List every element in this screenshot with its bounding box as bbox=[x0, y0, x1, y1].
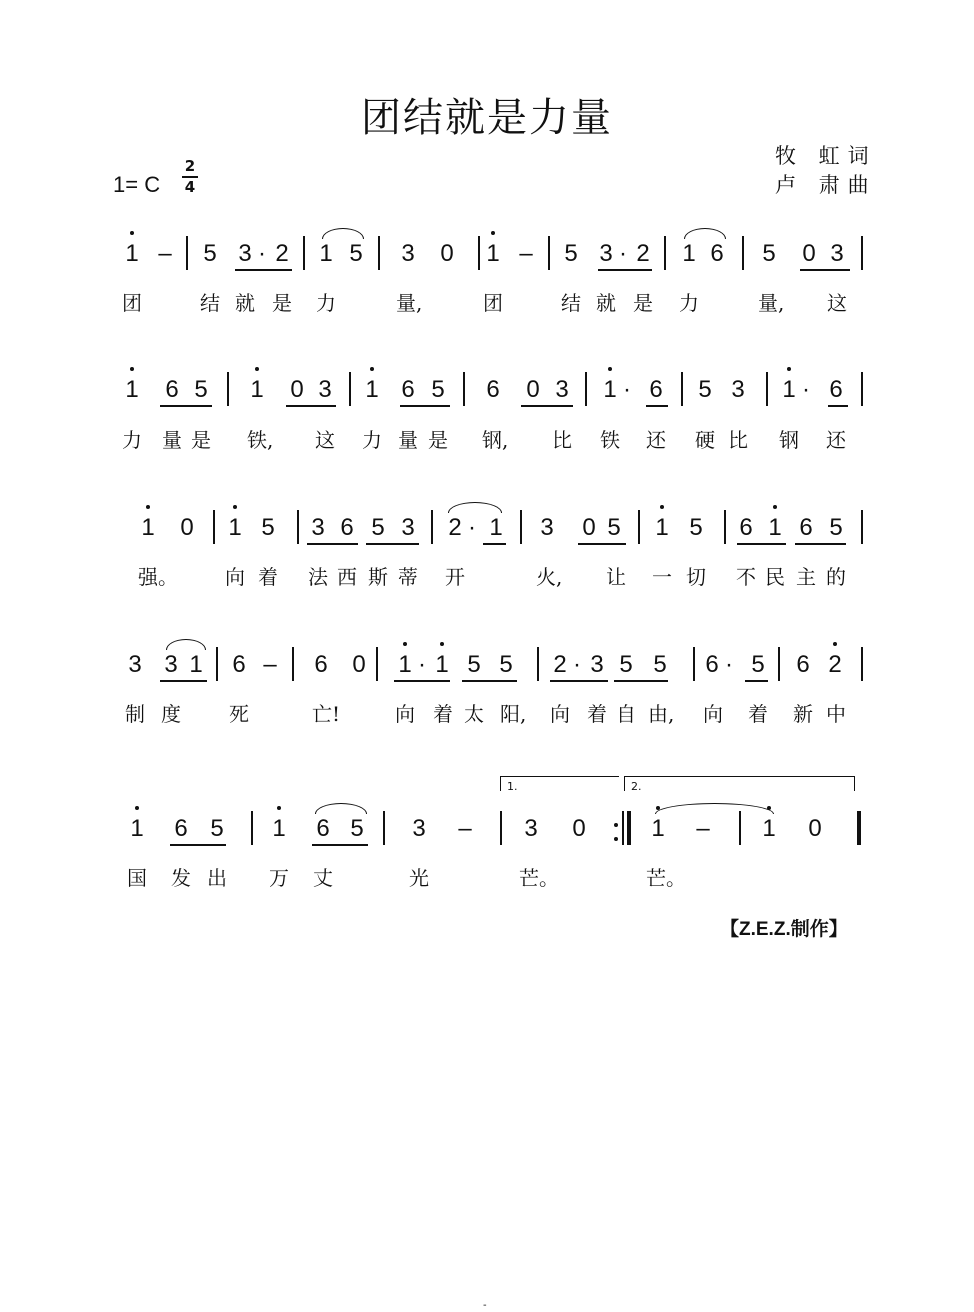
note: 5 bbox=[564, 240, 578, 267]
note: 0 bbox=[572, 815, 586, 842]
barline bbox=[693, 647, 695, 681]
lyric: 西 bbox=[337, 565, 357, 589]
beam-underline bbox=[235, 269, 292, 271]
lyric: 着 bbox=[258, 565, 278, 589]
barline bbox=[213, 510, 215, 544]
lyric: 比 bbox=[552, 428, 572, 452]
beam-underline bbox=[394, 680, 450, 682]
barline bbox=[778, 647, 780, 681]
note: 5 bbox=[619, 651, 633, 678]
note: 1 bbox=[361, 376, 383, 404]
slur bbox=[655, 803, 774, 814]
note: 2 bbox=[824, 651, 846, 679]
note: 5 bbox=[689, 514, 703, 541]
note: 6 bbox=[314, 651, 328, 678]
lyric: 蒂 bbox=[398, 565, 418, 589]
beam-underline bbox=[307, 543, 358, 545]
lyric: 钢, bbox=[482, 428, 509, 452]
barline bbox=[216, 647, 218, 681]
note: 0 bbox=[180, 514, 194, 541]
note: 5 bbox=[499, 651, 513, 678]
note: 1 bbox=[394, 651, 416, 679]
lyric: 新 bbox=[793, 702, 813, 726]
volta-bracket: 1. bbox=[500, 776, 619, 791]
note: 1 bbox=[489, 514, 503, 541]
beam-underline bbox=[737, 543, 786, 545]
lyric: 结 bbox=[561, 291, 581, 315]
repeat-barline bbox=[627, 811, 631, 845]
volta-bracket: 2. bbox=[624, 776, 855, 791]
beam-underline bbox=[366, 543, 419, 545]
lyric: 国 bbox=[127, 866, 147, 890]
lyric: 力 bbox=[316, 291, 336, 315]
lyric: 中 bbox=[826, 702, 846, 726]
lyric: 力 bbox=[362, 428, 382, 452]
barline bbox=[664, 236, 666, 270]
lyric: 量 bbox=[162, 428, 182, 452]
barline bbox=[349, 372, 351, 406]
note: 1 bbox=[651, 514, 673, 542]
note: 3 bbox=[555, 376, 569, 403]
lyric: 着 bbox=[433, 702, 453, 726]
note: 0 bbox=[290, 376, 304, 403]
note: 3 bbox=[318, 376, 332, 403]
beam-underline bbox=[578, 543, 626, 545]
lyric: 铁 bbox=[600, 428, 620, 452]
lyric: 力 bbox=[679, 291, 699, 315]
barline bbox=[861, 510, 863, 544]
lyric: 开 bbox=[445, 565, 465, 589]
note: 2 bbox=[553, 651, 567, 678]
barline bbox=[292, 647, 294, 681]
dot-mark: · bbox=[468, 514, 476, 541]
note: 5 bbox=[751, 651, 765, 678]
beam-underline bbox=[795, 543, 846, 545]
lyric: 是 bbox=[191, 428, 211, 452]
dash-mark: – bbox=[458, 815, 472, 842]
barline bbox=[383, 811, 385, 845]
dash-mark: – bbox=[696, 815, 710, 842]
barline bbox=[186, 236, 188, 270]
lyric: 力 bbox=[122, 428, 142, 452]
note: 3 bbox=[401, 514, 415, 541]
note: 0 bbox=[352, 651, 366, 678]
dot-mark: · bbox=[573, 651, 581, 678]
barline bbox=[861, 236, 863, 270]
note: 6 bbox=[174, 815, 188, 842]
lyric: 硬 bbox=[695, 428, 715, 452]
beam-underline bbox=[160, 405, 212, 407]
lyric: 着 bbox=[587, 702, 607, 726]
note: 6 bbox=[401, 376, 415, 403]
note: 0 bbox=[802, 240, 816, 267]
note: 5 bbox=[607, 514, 621, 541]
note: 2 bbox=[636, 240, 650, 267]
lyric: 还 bbox=[646, 428, 666, 452]
dot-mark: · bbox=[623, 376, 631, 403]
note: 6 bbox=[710, 240, 724, 267]
note: 6 bbox=[829, 376, 843, 403]
note: 5 bbox=[203, 240, 217, 267]
lyric: 度 bbox=[161, 702, 181, 726]
barline bbox=[227, 372, 229, 406]
lyric: 向 bbox=[550, 702, 570, 726]
dot-mark: · bbox=[619, 240, 627, 267]
note: 1 bbox=[482, 240, 504, 268]
lyric: 斯 bbox=[368, 565, 388, 589]
note: 1 bbox=[189, 651, 203, 678]
note: 3 bbox=[731, 376, 745, 403]
note: 3 bbox=[311, 514, 325, 541]
barline bbox=[478, 236, 480, 270]
lyric: 不 bbox=[736, 565, 756, 589]
beam-underline bbox=[614, 680, 668, 682]
lyric: 民 bbox=[765, 565, 785, 589]
barline bbox=[378, 236, 380, 270]
beam-underline bbox=[312, 844, 368, 846]
note: 2 bbox=[275, 240, 289, 267]
note: 1 bbox=[758, 815, 780, 843]
beam-underline bbox=[550, 680, 608, 682]
barline bbox=[251, 811, 253, 845]
note: 0 bbox=[440, 240, 454, 267]
beam-underline bbox=[800, 269, 850, 271]
time-signature bbox=[180, 158, 200, 196]
lyric: 自 bbox=[616, 702, 636, 726]
beam-underline bbox=[646, 405, 668, 407]
repeat-dot bbox=[614, 837, 618, 841]
note: 3 bbox=[830, 240, 844, 267]
note: 5 bbox=[210, 815, 224, 842]
barline bbox=[724, 510, 726, 544]
lyric: 死 bbox=[229, 702, 249, 726]
lyric: 火, bbox=[536, 565, 563, 589]
dot-mark: · bbox=[725, 651, 733, 678]
note: 6 bbox=[796, 651, 810, 678]
note: 1 bbox=[764, 514, 786, 542]
note: 1 bbox=[224, 514, 246, 542]
note: 1 bbox=[431, 651, 453, 679]
lyric: 着 bbox=[748, 702, 768, 726]
lyric: 就 bbox=[596, 291, 616, 315]
lyric: 让 bbox=[606, 565, 626, 589]
note: 3 bbox=[599, 240, 613, 267]
barline bbox=[431, 510, 433, 544]
slur bbox=[166, 639, 206, 650]
note: 5 bbox=[829, 514, 843, 541]
lyric: 丈 bbox=[313, 866, 333, 890]
note: 6 bbox=[705, 651, 719, 678]
note: 5 bbox=[261, 514, 275, 541]
note: 1 bbox=[137, 514, 159, 542]
repeat-dot bbox=[614, 823, 618, 827]
lyric: 的 bbox=[826, 565, 846, 589]
note: 6 bbox=[316, 815, 330, 842]
note: 5 bbox=[467, 651, 481, 678]
lyric: 发 bbox=[171, 866, 191, 890]
note: 3 bbox=[412, 815, 426, 842]
barline bbox=[739, 811, 741, 845]
dot-mark: · bbox=[802, 376, 810, 403]
barline bbox=[861, 372, 863, 406]
beam-underline bbox=[160, 680, 207, 682]
note: 3 bbox=[238, 240, 252, 267]
note: 1 bbox=[268, 815, 290, 843]
page-mark: - bbox=[483, 1300, 487, 1311]
beam-underline bbox=[521, 405, 573, 407]
note: 6 bbox=[739, 514, 753, 541]
note: 6 bbox=[799, 514, 813, 541]
lyric: 光 bbox=[409, 866, 429, 890]
composer-credit: 卢 肃曲 bbox=[775, 173, 877, 197]
dash-mark: – bbox=[158, 240, 172, 267]
lyric: 出 bbox=[207, 866, 227, 890]
note: 6 bbox=[649, 376, 663, 403]
lyric: 团 bbox=[122, 291, 142, 315]
note: 3 bbox=[524, 815, 538, 842]
barline bbox=[681, 372, 683, 406]
lyric: 太 bbox=[464, 702, 484, 726]
note: 6 bbox=[232, 651, 246, 678]
lyric: 强。 bbox=[138, 565, 178, 589]
barline bbox=[297, 510, 299, 544]
barline bbox=[861, 647, 863, 681]
lyric: 芒。 bbox=[519, 866, 559, 890]
note: 1 bbox=[682, 240, 696, 267]
note: 5 bbox=[653, 651, 667, 678]
lyric: 这 bbox=[315, 428, 335, 452]
beam-underline bbox=[745, 680, 768, 682]
time-sig-bottom: 4 bbox=[184, 178, 196, 196]
lyric: 由, bbox=[648, 702, 675, 726]
note: 1 bbox=[319, 240, 333, 267]
dot-mark: · bbox=[258, 240, 266, 267]
barline bbox=[376, 647, 378, 681]
note: 6 bbox=[486, 376, 500, 403]
beam-underline bbox=[400, 405, 450, 407]
lyric: 制 bbox=[125, 702, 145, 726]
barline bbox=[766, 372, 768, 406]
lyric: 铁, bbox=[247, 428, 274, 452]
lyric: 钢 bbox=[779, 428, 799, 452]
note: 3 bbox=[128, 651, 142, 678]
note: 5 bbox=[762, 240, 776, 267]
note: 6 bbox=[165, 376, 179, 403]
lyric: 芒。 bbox=[646, 866, 686, 890]
note: 5 bbox=[350, 815, 364, 842]
barline bbox=[520, 510, 522, 544]
barline bbox=[622, 811, 624, 845]
barline bbox=[303, 236, 305, 270]
lyric: 量 bbox=[398, 428, 418, 452]
slur bbox=[448, 502, 502, 513]
maker-credit: 【Z.E.Z.制作】 bbox=[720, 919, 848, 940]
lyric: 主 bbox=[796, 565, 816, 589]
beam-underline bbox=[170, 844, 226, 846]
note: 1 bbox=[126, 815, 148, 843]
lyric: 阳, bbox=[500, 702, 527, 726]
note: 6 bbox=[340, 514, 354, 541]
barline bbox=[585, 372, 587, 406]
beam-underline bbox=[483, 543, 506, 545]
lyric: 法 bbox=[308, 565, 328, 589]
dash-mark: – bbox=[263, 651, 277, 678]
lyric: 是 bbox=[272, 291, 292, 315]
note: 5 bbox=[431, 376, 445, 403]
lyric: 就 bbox=[235, 291, 255, 315]
barline bbox=[537, 647, 539, 681]
note: 1 bbox=[246, 376, 268, 404]
song-title: 团结就是力量 bbox=[361, 95, 613, 141]
lyricist-credit: 牧 虹词 bbox=[775, 144, 877, 168]
note: 3 bbox=[401, 240, 415, 267]
lyric: 向 bbox=[225, 565, 245, 589]
lyric: 量, bbox=[396, 291, 423, 315]
note: 1 bbox=[121, 376, 143, 404]
slur bbox=[315, 803, 367, 814]
beam-underline bbox=[598, 269, 652, 271]
note: 0 bbox=[808, 815, 822, 842]
note: 5 bbox=[349, 240, 363, 267]
dot-mark: · bbox=[418, 651, 426, 678]
beam-underline bbox=[286, 405, 336, 407]
lyric: 向 bbox=[395, 702, 415, 726]
lyric: 切 bbox=[686, 565, 706, 589]
barline bbox=[500, 811, 502, 845]
lyric: 团 bbox=[483, 291, 503, 315]
note: 2 bbox=[448, 514, 462, 541]
slur bbox=[684, 228, 726, 239]
credits bbox=[775, 142, 877, 200]
note: 5 bbox=[194, 376, 208, 403]
lyric: 还 bbox=[826, 428, 846, 452]
barline bbox=[742, 236, 744, 270]
slur bbox=[322, 228, 364, 239]
lyric: 量, bbox=[758, 291, 785, 315]
note: 5 bbox=[698, 376, 712, 403]
barline bbox=[548, 236, 550, 270]
beam-underline bbox=[462, 680, 517, 682]
note: 0 bbox=[526, 376, 540, 403]
note: 3 bbox=[164, 651, 178, 678]
lyric: 万 bbox=[269, 866, 289, 890]
lyric: 结 bbox=[200, 291, 220, 315]
lyric: 这 bbox=[827, 291, 847, 315]
note: 3 bbox=[540, 514, 554, 541]
dash-mark: – bbox=[519, 240, 533, 267]
barline bbox=[638, 510, 640, 544]
lyric: 向 bbox=[703, 702, 723, 726]
note: 1 bbox=[599, 376, 621, 404]
lyric: 比 bbox=[728, 428, 748, 452]
lyric: 是 bbox=[633, 291, 653, 315]
key-signature: 1= C bbox=[113, 172, 161, 197]
note: 5 bbox=[371, 514, 385, 541]
note: 1 bbox=[121, 240, 143, 268]
note: 0 bbox=[582, 514, 596, 541]
time-sig-top: 2 bbox=[184, 157, 196, 175]
lyric: 亡! bbox=[312, 702, 341, 726]
beam-underline bbox=[828, 405, 848, 407]
note: 1 bbox=[778, 376, 800, 404]
repeat-barline bbox=[857, 811, 861, 845]
barline bbox=[463, 372, 465, 406]
lyric: 是 bbox=[428, 428, 448, 452]
note: 3 bbox=[590, 651, 604, 678]
lyric: 一 bbox=[652, 565, 672, 589]
note: 1 bbox=[647, 815, 669, 843]
